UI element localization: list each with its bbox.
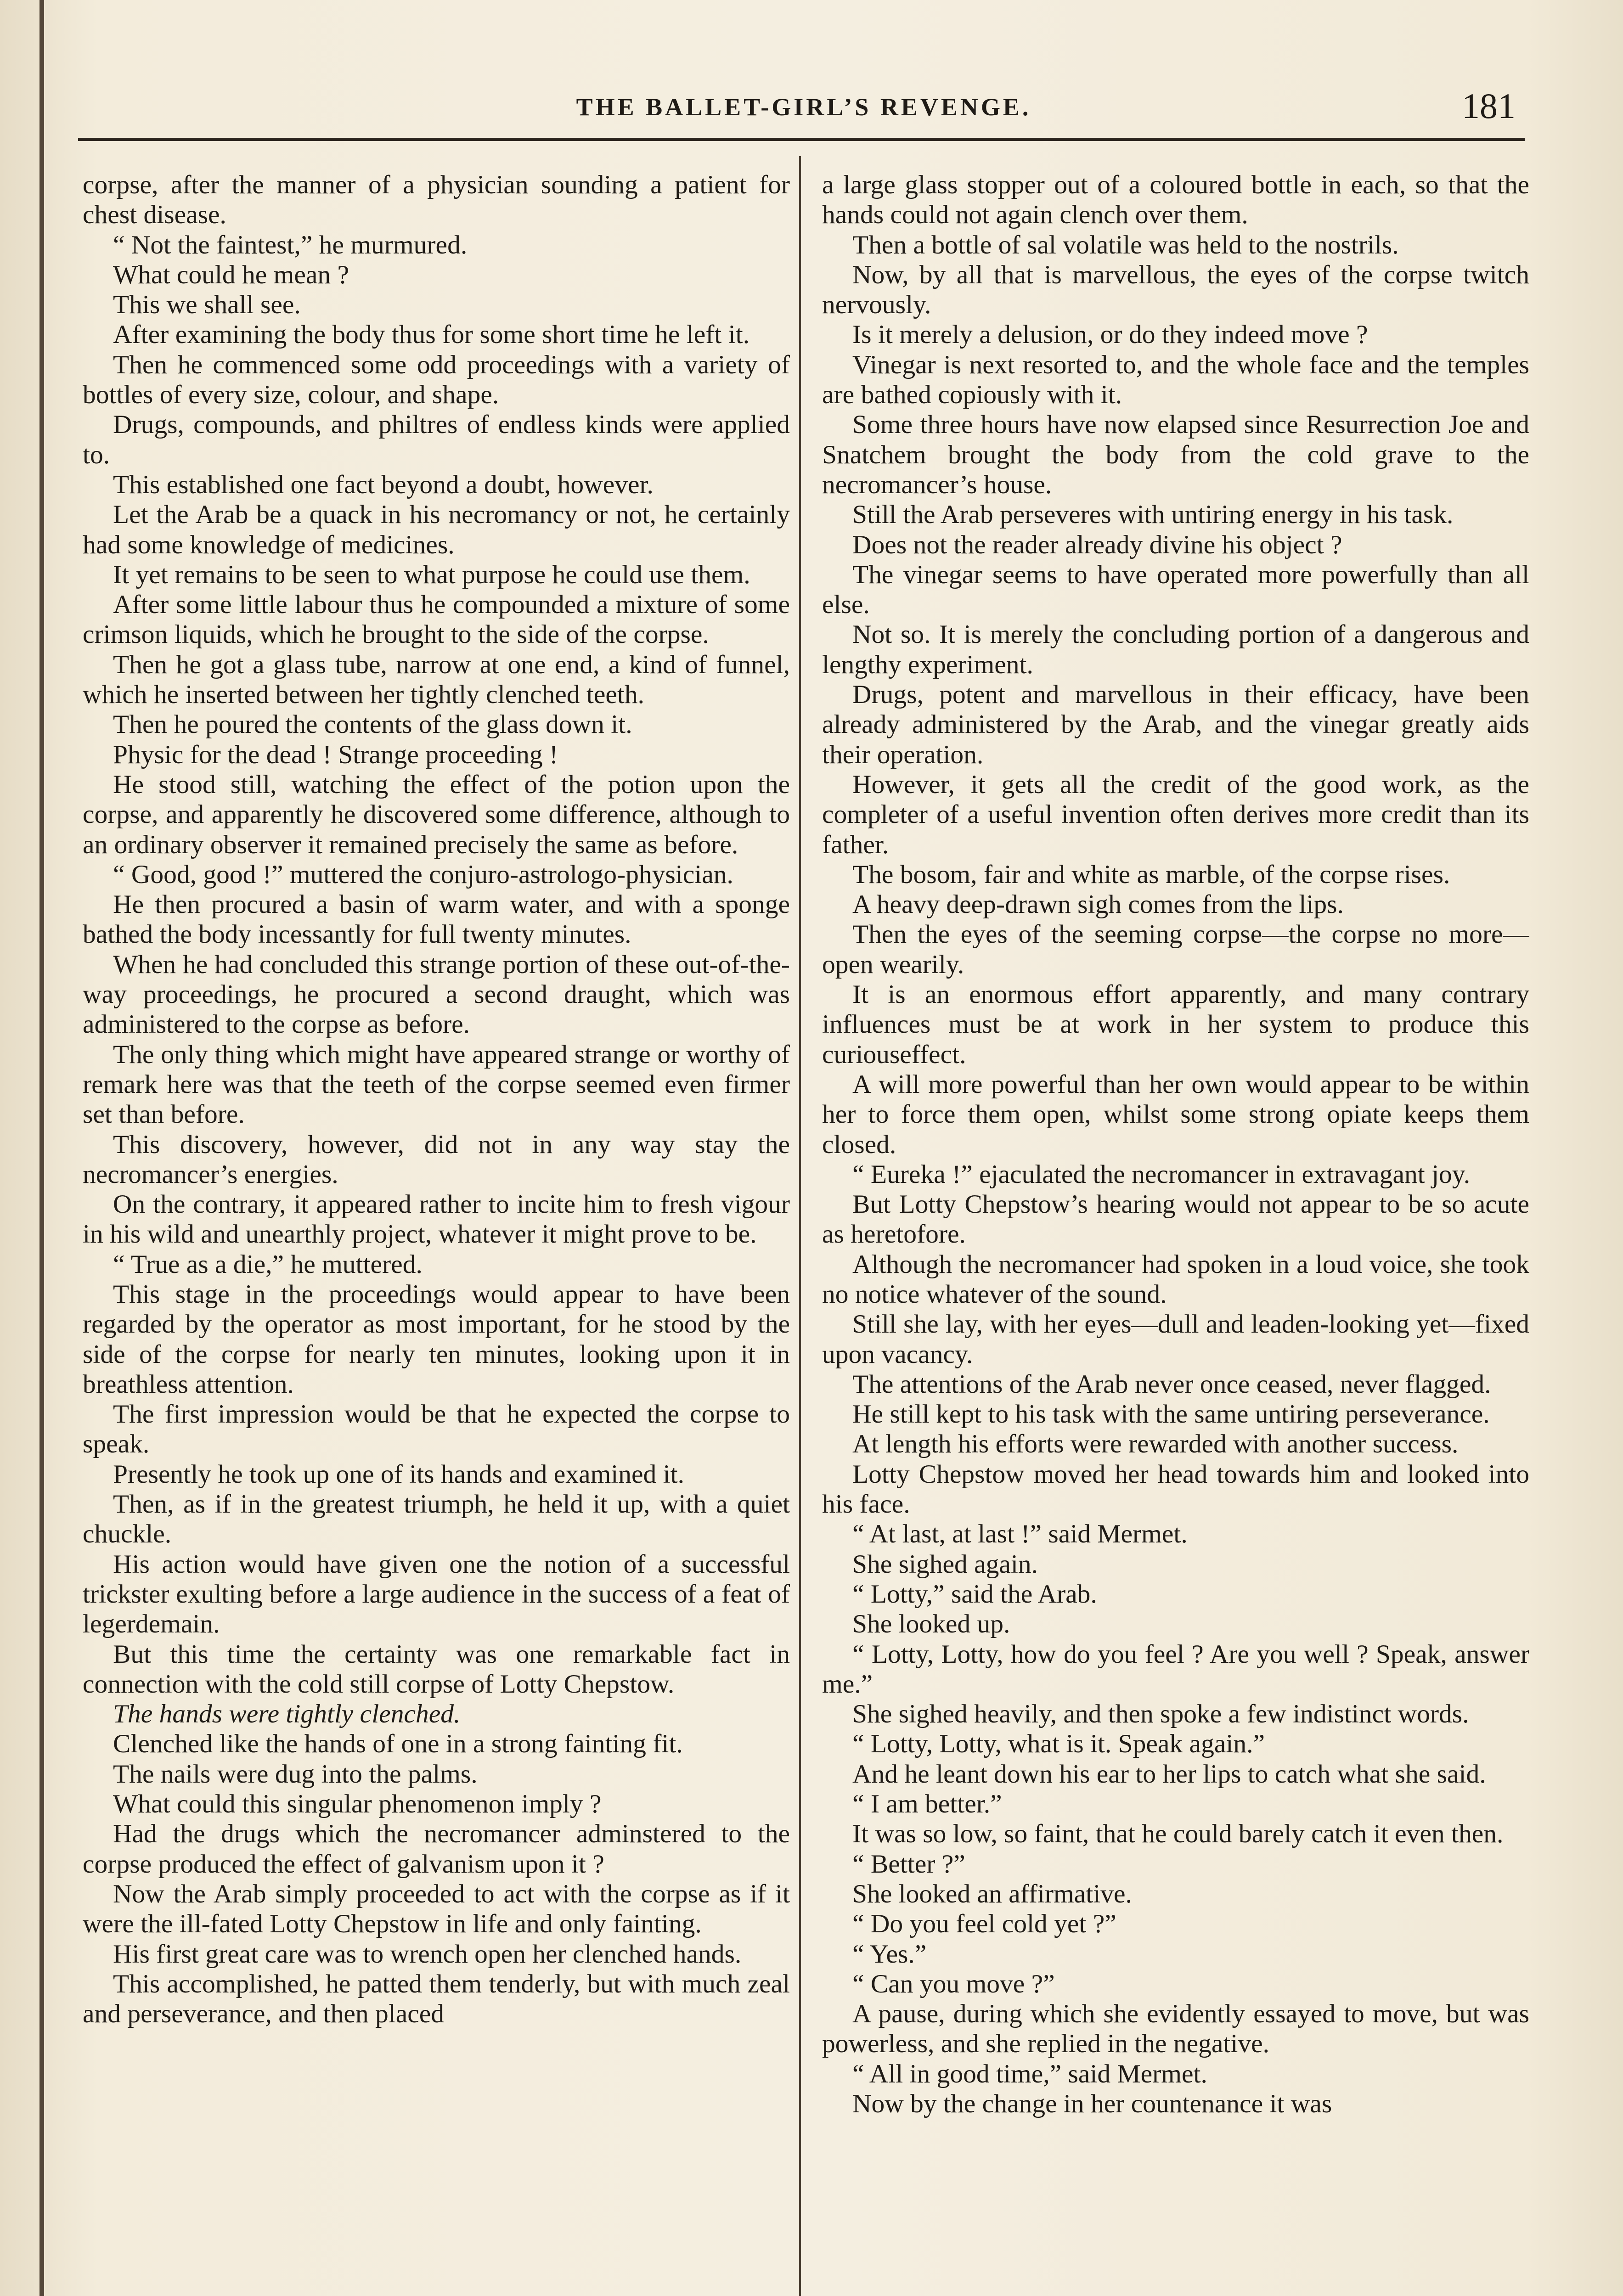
paragraph: “ Better ?”	[852, 1849, 965, 1879]
paragraph: This discovery, however, did not in any way stay the necromancer’s energies.	[83, 1130, 790, 1189]
paragraph: A pause, during which she evidently essayed to move, but was powerless, and she replied in the negative.	[822, 1999, 1529, 2059]
paragraph: Although the necromancer had spoken in a loud voice, she took no notice whatever of the sound.	[822, 1249, 1529, 1309]
page-frame-left-rule	[39, 0, 44, 2296]
paragraph: The attentions of the Arab never once ceased, never flagged.	[852, 1369, 1491, 1399]
page-number: 181	[1462, 86, 1516, 126]
paragraph: On the contrary, it appeared rather to incite him to fresh vigour in his wild and unearthly project, whatever it might prove to be.	[83, 1190, 790, 1249]
paragraph: Had the drugs which the necromancer adminstered to the corpse produced the effect of galvanism upon it ?	[83, 1819, 790, 1879]
italic-paragraph: The hands were tightly clenched.	[113, 1699, 461, 1729]
running-header	[78, 83, 1529, 138]
running-title: THE BALLET-GIRL’S REVENGE.	[576, 93, 1031, 121]
paragraph: Now, by all that is marvellous, the eyes of the corpse twitch nervously.	[822, 260, 1529, 320]
paragraph: He stood still, watching the effect of the potion upon the corpse, and apparently he discovered some difference, although to an ordinary observer it remained precisely the same as before.	[83, 770, 790, 859]
paragraph: Clenched like the hands of one in a strong fainting fit.	[113, 1729, 683, 1759]
paragraph: “ Do you feel cold yet ?”	[852, 1909, 1116, 1939]
paragraph: After some little labour thus he compounded a mixture of some crimson liquids, which he brought to the side of the corpse.	[83, 590, 790, 649]
paragraph: The vinegar seems to have operated more powerfully than all else.	[822, 560, 1529, 619]
paragraph: “ Lotty,” said the Arab.	[852, 1579, 1097, 1609]
paragraph: Not so. It is merely the concluding portion of a dangerous and lengthy experiment.	[822, 620, 1529, 679]
paragraph: Now by the change in her countenance it was	[852, 2089, 1332, 2118]
paragraph: She looked up.	[852, 1609, 1010, 1639]
paragraph: Let the Arab be a quack in his necromancy or not, he certainly had some knowledge of medicines.	[83, 500, 790, 559]
paragraph: What could this singular phenomenon imply ?	[113, 1790, 602, 1819]
paragraph: What could he mean ?	[113, 260, 349, 289]
paragraph: “ Yes.”	[852, 1939, 927, 1969]
paragraph: The bosom, fair and white as marble, of the corpse rises.	[852, 860, 1450, 889]
paragraph: But Lotty Chepstow’s hearing would not appear to be so acute as heretofore.	[822, 1190, 1529, 1249]
paragraph: The nails were dug into the palms.	[113, 1759, 478, 1789]
paragraph: “ True as a die,” he muttered.	[113, 1249, 423, 1279]
paragraph: It is an enormous effort apparently, and many contrary influences must be at work in her system to produce this curiouseffect.	[822, 980, 1529, 1069]
paragraph: “ I am better.”	[852, 1790, 1002, 1819]
paragraph: Drugs, compounds, and philtres of endless kinds were applied to.	[83, 410, 790, 469]
paragraph: But this time the certainty was one remarkable fact in connection with the cold still corpse of Lotty Chepstow.	[83, 1639, 790, 1699]
paragraph: Now the Arab simply proceeded to act with the corpse as if it were the ill-fated Lotty Chepstow in life and only fainting.	[83, 1879, 790, 1939]
paragraph: “ Can you move ?”	[852, 1969, 1055, 1998]
paragraph: She sighed again.	[852, 1549, 1038, 1579]
paragraph: She looked an affirmative.	[852, 1879, 1132, 1908]
text-column-right	[822, 170, 1529, 2296]
paragraph: Then a bottle of sal volatile was held to the nostrils.	[852, 230, 1399, 259]
paragraph: His first great care was to wrench open her clenched hands.	[113, 1939, 742, 1969]
paragraph: Physic for the dead ! Strange proceeding !	[113, 740, 558, 769]
paragraph: It yet remains to be seen to what purpose he could use them.	[113, 560, 750, 589]
header-rule	[78, 138, 1525, 141]
paragraph: Still the Arab perseveres with untiring energy in his task.	[852, 500, 1454, 529]
paragraph: Does not the reader already divine his object ?	[852, 530, 1342, 559]
text-column-left	[83, 170, 790, 2296]
paragraph: And he leant down his ear to her lips to catch what she said.	[852, 1759, 1486, 1789]
paragraph: He then procured a basin of warm water, and with a sponge bathed the body incessantly for full twenty minutes.	[83, 890, 790, 949]
paragraph: The only thing which might have appeared strange or worthy of remark here was that the teeth of the corpse seemed even firmer set than before.	[83, 1040, 790, 1129]
paragraph: At length his efforts were rewarded with another success.	[852, 1429, 1459, 1459]
paragraph: “ Eureka !” ejaculated the necromancer in extravagant joy.	[852, 1159, 1471, 1189]
paragraph: This accomplished, he patted them tenderly, but with much zeal and perseverance, and then placed	[83, 1969, 790, 2029]
paragraph: When he had concluded this strange portion of these out-of-the-way proceedings, he procured a second draught, which was administered to the corpse as before.	[83, 950, 790, 1039]
paragraph: “ At last, at last !” said Mermet.	[852, 1519, 1188, 1549]
paragraph: Then, as if in the greatest triumph, he held it up, with a quiet chuckle.	[83, 1490, 790, 1549]
paragraph: This we shall see.	[113, 290, 301, 320]
paragraph: A heavy deep-drawn sigh comes from the lips.	[852, 890, 1344, 919]
paragraph: Still she lay, with her eyes—dull and leaden-looking yet—fixed upon vacancy.	[822, 1310, 1529, 1369]
paragraph: Lotty Chepstow moved her head towards him and looked into his face.	[822, 1459, 1529, 1519]
paragraph: “ Lotty, Lotty, how do you feel ? Are you well ? Speak, answer me.”	[822, 1639, 1529, 1699]
paragraph: “ Lotty, Lotty, what is it. Speak again.”	[852, 1729, 1265, 1759]
paragraph: Is it merely a delusion, or do they indeed move ?	[852, 320, 1368, 349]
paragraph: She sighed heavily, and then spoke a few indistinct words.	[852, 1699, 1469, 1729]
paragraph: He still kept to his task with the same untiring perseverance.	[852, 1400, 1490, 1429]
paragraph: Vinegar is next resorted to, and the whole face and the temples are bathed copiously with it.	[822, 350, 1529, 410]
paragraph: Some three hours have now elapsed since Resurrection Joe and Snatchem brought the body from the cold grave to the necromancer’s house.	[822, 410, 1529, 499]
paragraph: The first impression would be that he expected the corpse to speak.	[83, 1400, 790, 1459]
paragraph: Then he poured the contents of the glass down it.	[113, 710, 632, 739]
paragraph: However, it gets all the credit of the good work, as the completer of a useful invention often derives more credit than its father.	[822, 770, 1529, 859]
paragraph: Drugs, potent and marvellous in their efficacy, have been already administered by the Arab, and the vinegar greatly aids their operation.	[822, 680, 1529, 769]
paragraph: “ Good, good !” muttered the conjuro-astrologo-physician.	[113, 860, 733, 889]
paragraph: His action would have given one the notion of a successful trickster exulting before a large audience in the success of a feat of legerdemain.	[83, 1549, 790, 1639]
paragraph: This established one fact beyond a doubt, however.	[113, 470, 654, 499]
column-divider	[799, 156, 801, 2296]
paragraph: “ Not the faintest,” he murmured.	[113, 230, 468, 259]
paragraph: A will more powerful than her own would appear to be within her to force them open, whilst some strong opiate keeps them closed.	[822, 1069, 1529, 1159]
paragraph: Then he commenced some odd proceedings with a variety of bottles of every size, colour, and shape.	[83, 350, 790, 410]
paragraph: Then he got a glass tube, narrow at one end, a kind of funnel, which he inserted between her tightly clenched teeth.	[83, 650, 790, 709]
paragraph: Then the eyes of the seeming corpse—the corpse no more—open wearily.	[822, 920, 1529, 979]
paragraph: corpse, after the manner of a physician sounding a patient for chest disease.	[83, 170, 790, 230]
paragraph: “ All in good time,” said Mermet.	[852, 2059, 1207, 2088]
paragraph: It was so low, so faint, that he could barely catch it even then.	[852, 1819, 1504, 1849]
paragraph: After examining the body thus for some short time he left it.	[113, 320, 750, 349]
paragraph: Presently he took up one of its hands and examined it.	[113, 1459, 684, 1489]
paragraph: This stage in the proceedings would appear to have been regarded by the operator as most important, for he stood by the side of the corpse for nearly ten minutes, looking upon it in breathless attention.	[83, 1279, 790, 1399]
paragraph: a large glass stopper out of a coloured bottle in each, so that the hands could not again clench over them.	[822, 170, 1529, 230]
